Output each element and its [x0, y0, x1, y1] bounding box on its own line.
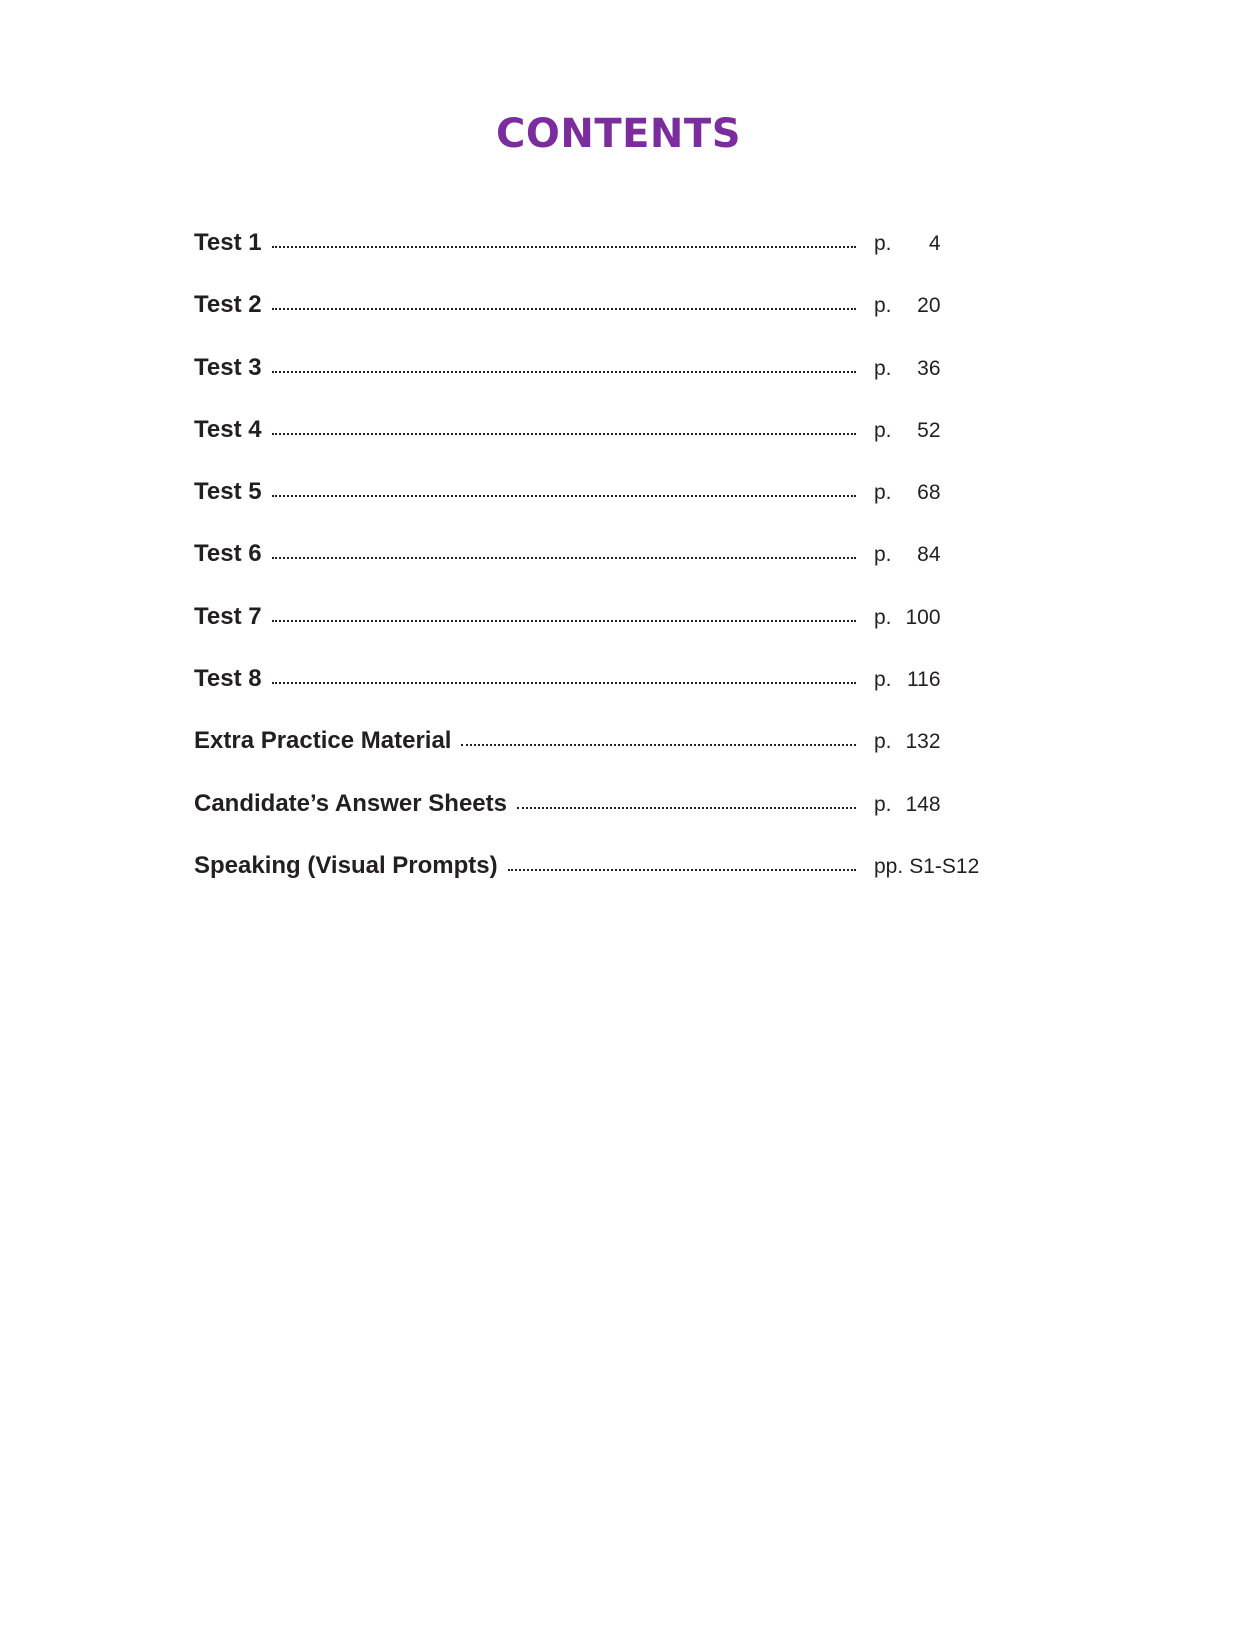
- page-prefix: p.: [874, 543, 892, 567]
- table-of-contents: [194, 228, 1014, 913]
- page-title: CONTENTS: [495, 111, 741, 157]
- dot-leader: [508, 865, 856, 871]
- page-number: 4: [928, 232, 941, 255]
- page-prefix: p.: [874, 605, 892, 629]
- page-number: 116: [907, 668, 941, 692]
- dot-leader: [272, 242, 856, 248]
- dot-leader: [272, 491, 856, 497]
- toc-page-ref: [874, 354, 1014, 384]
- dot-leader: [272, 553, 856, 559]
- page-number: 132: [905, 730, 941, 754]
- page-number: 100: [905, 605, 941, 629]
- toc-entry-label: Candidate’s Answer Sheets: [194, 789, 507, 817]
- page-prefix: p.: [874, 294, 892, 318]
- toc-entry-answer-sheets: [194, 789, 1014, 851]
- toc-page-ref: [874, 727, 1014, 757]
- toc-page-ref: [874, 665, 1014, 695]
- toc-entry-label: Test 6: [194, 540, 262, 568]
- page-number: 36: [917, 356, 941, 380]
- toc-page-ref: [874, 229, 1014, 259]
- page-prefix: p.: [874, 481, 892, 505]
- page-prefix: p.: [874, 232, 892, 255]
- toc-entry-test-1: [194, 228, 1014, 290]
- dot-leader: [272, 304, 856, 310]
- toc-entry-test-8: [194, 664, 1014, 726]
- dot-leader: [517, 803, 856, 809]
- page-number: 68: [917, 481, 941, 505]
- toc-entry-test-3: [194, 353, 1014, 415]
- page-prefix: p.: [874, 668, 892, 692]
- toc-page-ref: [874, 291, 1014, 321]
- toc-entry-label: Test 5: [194, 478, 262, 506]
- page-prefix: p.: [874, 792, 892, 816]
- dot-leader: [461, 740, 856, 746]
- page-number: 20: [917, 294, 941, 318]
- page-prefix: pp.: [874, 854, 904, 878]
- dot-leader: [272, 616, 856, 622]
- toc-entry-label: Extra Practice Material: [194, 727, 452, 755]
- page-number: 148: [905, 792, 941, 816]
- page-prefix: p.: [874, 730, 892, 754]
- page-prefix: p.: [874, 418, 892, 442]
- page-number: 52: [917, 418, 941, 442]
- toc-entry-label: Speaking (Visual Prompts): [194, 851, 498, 879]
- toc-entry-test-4: [194, 415, 1014, 477]
- toc-entry-speaking: [194, 851, 1014, 913]
- toc-page-ref: [874, 416, 1014, 446]
- toc-entry-label: Test 3: [194, 353, 262, 381]
- dot-leader: [272, 678, 856, 684]
- dot-leader: [272, 367, 856, 373]
- toc-page-ref: [874, 852, 1014, 882]
- toc-entry-label: Test 8: [194, 665, 262, 693]
- toc-entry-label: Test 4: [194, 415, 262, 443]
- toc-entry-extra-practice: [194, 726, 1014, 788]
- toc-entry-test-7: [194, 602, 1014, 664]
- dot-leader: [272, 429, 856, 435]
- toc-page-ref: [874, 790, 1014, 820]
- page-number: 84: [917, 543, 941, 567]
- toc-page-ref: [874, 540, 1014, 570]
- toc-entry-label: Test 7: [194, 602, 262, 630]
- page-number: S1-S12: [909, 854, 980, 878]
- toc-entry-test-5: [194, 477, 1014, 539]
- page-prefix: p.: [874, 356, 892, 380]
- toc-page-ref: [874, 478, 1014, 508]
- toc-entry-label: Test 1: [194, 229, 262, 256]
- toc-entry-test-2: [194, 290, 1014, 352]
- toc-entry-label: Test 2: [194, 291, 262, 319]
- toc-entry-test-6: [194, 539, 1014, 601]
- toc-page-ref: [874, 603, 1014, 633]
